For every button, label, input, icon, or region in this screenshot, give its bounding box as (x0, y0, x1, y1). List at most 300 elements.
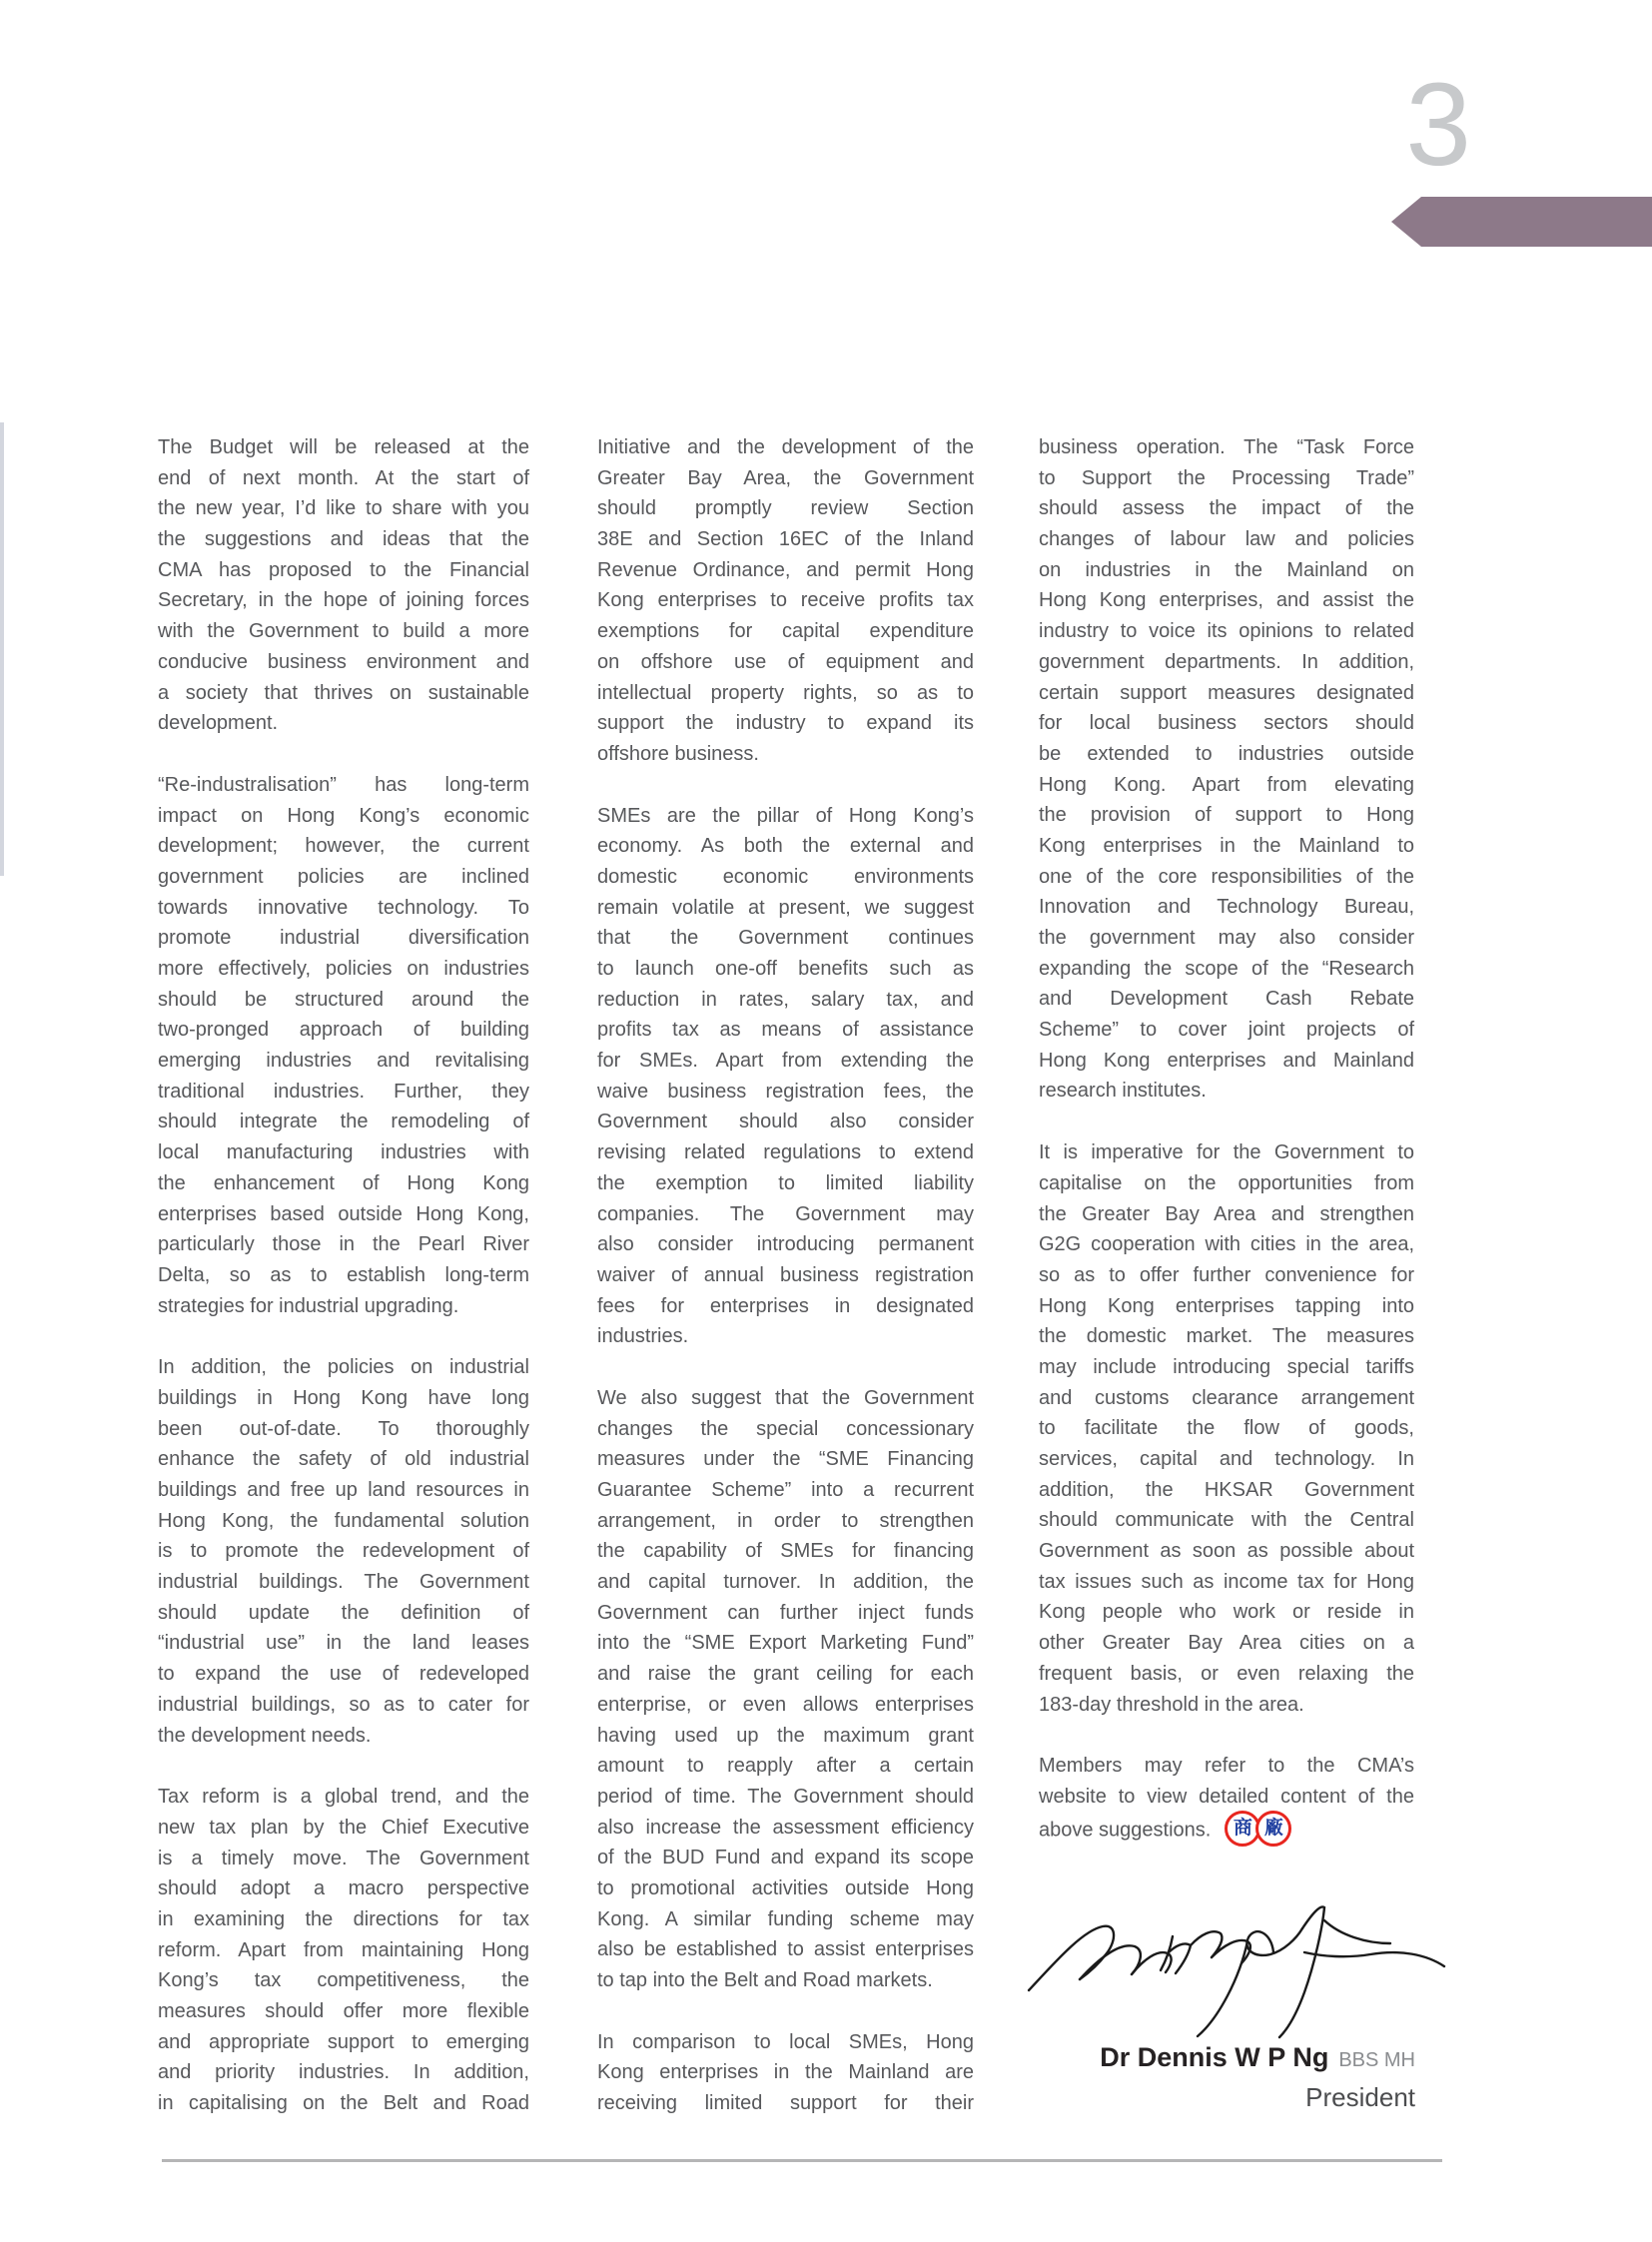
text-line (597, 1506, 974, 1537)
text-line-content: strategies for industrial upgrading. (158, 1294, 459, 1317)
text-line-content: Government should also consider (597, 1111, 974, 1133)
text-line-content: to launch one-off benefits such as (597, 958, 974, 980)
text-line (1039, 770, 1414, 801)
text-line (1039, 1444, 1414, 1475)
text-line (597, 1168, 974, 1199)
text-line-content: the provision of support to Hong (1039, 804, 1414, 827)
text-line-content: industries. (597, 1325, 689, 1348)
text-line (158, 1199, 529, 1230)
text-line-content: is to promote the redevelopment of (158, 1540, 529, 1563)
text-line (597, 1137, 974, 1168)
text-line-content: Secretary, in the hope of joining forces (158, 589, 529, 612)
text-line-content: Guarantee Scheme” into a recurrent (597, 1479, 974, 1501)
text-line-content: G2G cooperation with cities in the area, (1039, 1233, 1414, 1256)
text-line (597, 524, 974, 555)
text-line (158, 1536, 529, 1567)
text-line (597, 1475, 974, 1506)
text-line-content: may include introducing special tariffs (1039, 1355, 1414, 1378)
text-line-content: to Support the Processing Trade” (1039, 466, 1414, 489)
text-line-content: to expand the use of redeveloped (158, 1663, 529, 1686)
text-line (158, 2057, 529, 2088)
text-line-content: should assess the impact of the (1039, 497, 1414, 520)
text-line-content: be extended to industries outside (1039, 742, 1414, 765)
text-line-content: development; however, the current (158, 835, 529, 858)
paragraph (1039, 1751, 1414, 1843)
text-line (1039, 1475, 1414, 1506)
text-line (1039, 1229, 1414, 1260)
text-line (1039, 1751, 1414, 1782)
text-line (158, 770, 529, 801)
text-line-content: of the BUD Fund and expand its scope (597, 1847, 974, 1869)
text-line (158, 1077, 529, 1108)
text-line (158, 1598, 529, 1629)
text-line (158, 1721, 529, 1752)
text-line-content: should integrate the remodeling of (158, 1111, 529, 1133)
text-line (1039, 1260, 1414, 1291)
text-line (597, 923, 974, 954)
text-line (1039, 1782, 1414, 1813)
text-line-content: Kong’s tax competitiveness, the (158, 1969, 529, 1992)
text-line-content: buildings in Hong Kong have long (158, 1386, 529, 1409)
text-line-content: Kong enterprises to receive profits tax (597, 589, 974, 612)
text-line (158, 1229, 529, 1260)
text-line (1039, 923, 1414, 954)
text-line-content: one of the core responsibilities of the (1039, 865, 1414, 888)
text-line (597, 1444, 974, 1475)
text-line (1039, 1199, 1414, 1230)
text-line-content: the new year, I’d like to share with you (158, 497, 529, 520)
text-line (597, 555, 974, 586)
text-line-content: new tax plan by the Chief Executive (158, 1816, 529, 1839)
text-line (1039, 1628, 1414, 1659)
text-line (597, 1536, 974, 1567)
text-line (597, 1782, 974, 1813)
text-line-content: impact on Hong Kong’s economic (158, 804, 529, 827)
text-line (1039, 1137, 1414, 1168)
signatory-block (1100, 2042, 1415, 2113)
text-line-content: to tap into the Belt and Road markets. (597, 1969, 933, 1991)
text-line-content: fees for enterprises in designated (597, 1294, 974, 1317)
text-line (597, 1659, 974, 1690)
text-line-content: services, capital and technology. In (1039, 1448, 1414, 1470)
paragraph (158, 1352, 529, 1751)
text-line-content: business operation. The “Task Force (1039, 436, 1414, 458)
text-line-content: should be structured around the (158, 988, 529, 1011)
text-line-content: and capital turnover. In addition, the (597, 1571, 974, 1594)
text-line (158, 1904, 529, 1935)
text-line (597, 678, 974, 709)
text-line (597, 801, 974, 832)
text-line-content: expanding the scope of the “Research (1039, 957, 1414, 980)
paragraph (597, 2027, 974, 2119)
text-line (1039, 463, 1414, 494)
text-line-content: is a timely move. The Government (158, 1847, 529, 1869)
text-line-content: Hong Kong enterprises tapping into (1039, 1294, 1414, 1317)
text-column-3 (1039, 432, 1414, 1843)
signature-image (1021, 1890, 1450, 2040)
text-line-content: arrangement, in order to strengthen (597, 1509, 974, 1532)
paragraph (597, 801, 974, 1352)
text-line (158, 463, 529, 494)
text-line (158, 1782, 529, 1813)
left-accent-rule (0, 422, 4, 876)
text-line (597, 1015, 974, 1046)
text-line-content: and Development Cash Rebate (1039, 988, 1414, 1011)
text-line (1039, 1168, 1414, 1199)
page-number: 3 (1405, 59, 1471, 191)
text-line (597, 1229, 974, 1260)
text-line-content: Hong Kong enterprises and Mainland (1039, 1049, 1414, 1072)
text-line (597, 1873, 974, 1904)
text-line (1039, 708, 1414, 739)
text-line-content: development. (158, 712, 279, 735)
text-line-content: waiver of annual business registration (597, 1263, 974, 1286)
text-line (158, 1015, 529, 1046)
text-line-content: and customs clearance arrangement (1039, 1386, 1414, 1409)
text-line (1039, 1659, 1414, 1690)
text-line (158, 923, 529, 954)
text-line-content: the enhancement of Hong Kong (158, 1171, 529, 1194)
text-line (1039, 1690, 1414, 1721)
text-line (158, 1260, 529, 1291)
text-line (1039, 1015, 1414, 1046)
text-line-content: government policies are inclined (158, 865, 529, 888)
text-line-content: buildings and free up land resources in (158, 1479, 529, 1501)
text-line-content: particularly those in the Pearl River (158, 1233, 529, 1256)
text-line (158, 801, 529, 832)
text-line-content: been out-of-date. To thoroughly (158, 1417, 529, 1440)
text-line (597, 1628, 974, 1659)
paragraph (158, 432, 529, 739)
text-line-content: companies. The Government may (597, 1202, 974, 1225)
text-line-content: in examining the directions for tax (158, 1907, 529, 1930)
text-line-content: also increase the assessment efficiency (597, 1816, 974, 1839)
text-line (158, 1935, 529, 1966)
text-line-content: profits tax as means of assistance (597, 1019, 974, 1042)
text-line-content: research institutes. (1039, 1080, 1207, 1103)
text-line (158, 555, 529, 586)
text-line-content: Kong enterprises in the Mainland are (597, 2061, 974, 2084)
text-line-content: and appropriate support to emerging (158, 2030, 529, 2053)
text-line-content: the development needs. (158, 1724, 372, 1747)
text-line-content: should communicate with the Central (1039, 1509, 1414, 1532)
text-line (597, 1046, 974, 1077)
text-line (1039, 954, 1414, 985)
text-line-content: measures should offer more flexible (158, 2000, 529, 2022)
text-line-content: support the industry to expand its (597, 712, 974, 735)
text-line-content: end of next month. At the start of (158, 466, 529, 489)
text-line (1039, 1352, 1414, 1383)
text-line-content: addition, the HKSAR Government (1039, 1478, 1414, 1501)
signatory-name-line (1100, 2042, 1415, 2073)
text-line (1039, 1291, 1414, 1322)
signatory-name: Dr Dennis W P Ng (1100, 2042, 1329, 2072)
text-line-content: should adopt a macro perspective (158, 1877, 529, 1900)
text-line-content: the domestic market. The measures (1039, 1325, 1414, 1348)
text-line-content: Hong Kong enterprises, and assist the (1039, 589, 1414, 612)
text-line-content: Delta, so as to establish long-term (158, 1263, 529, 1286)
text-line (1039, 1076, 1414, 1107)
text-line (597, 1077, 974, 1108)
text-line (597, 831, 974, 862)
text-line (597, 1291, 974, 1322)
text-line (1039, 739, 1414, 770)
text-line-content: on industries in the Mainland on (1039, 558, 1414, 581)
text-line (597, 1751, 974, 1782)
text-line-content: government departments. In addition, (1039, 650, 1414, 673)
text-line-content: and raise the grant ceiling for each (597, 1663, 974, 1686)
text-line-content: changes of labour law and policies (1039, 528, 1414, 551)
text-line (597, 1965, 974, 1996)
text-line-content: “industrial use” in the land leases (158, 1632, 529, 1655)
text-line-content: Hong Kong. Apart from elevating (1039, 773, 1414, 796)
paragraph (158, 1782, 529, 2119)
text-line (1039, 493, 1414, 524)
text-line (597, 1321, 974, 1352)
signatory-honors: BBS MH (1338, 2049, 1415, 2071)
text-line-content: having used up the maximum grant (597, 1724, 974, 1747)
text-line-content: frequent basis, or even relaxing the (1039, 1662, 1414, 1685)
text-line (158, 1352, 529, 1383)
text-line-content: industrial buildings, so as to cater for (158, 1693, 529, 1716)
text-line (158, 585, 529, 616)
text-line (158, 678, 529, 709)
text-line-content: into the “SME Export Marketing Fund” (597, 1632, 974, 1655)
text-line-content: above suggestions. (1039, 1818, 1212, 1841)
text-line-content: more effectively, policies on industries (158, 958, 529, 980)
text-line (597, 739, 974, 770)
text-line (597, 862, 974, 893)
text-line-content: the Greater Bay Area and strengthen (1039, 1202, 1414, 1225)
text-line-content: certain support measures designated (1039, 681, 1414, 704)
text-line (158, 1965, 529, 1996)
text-line-content: period of time. The Government should (597, 1785, 974, 1808)
text-line (597, 2027, 974, 2058)
text-line (158, 1137, 529, 1168)
text-line-content: Kong people who work or reside in (1039, 1601, 1414, 1624)
text-line-content: for local business sectors should (1039, 712, 1414, 735)
text-line (158, 862, 529, 893)
left-arrow-banner (1391, 197, 1652, 247)
text-column-2 (597, 432, 974, 2119)
text-line-content: to promotional activities outside Hong (597, 1876, 974, 1899)
text-line-content: changes the special concessionary (597, 1417, 974, 1440)
text-line-content: Kong. A similar funding scheme may (597, 1907, 974, 1930)
text-line (158, 1046, 529, 1077)
text-line (158, 954, 529, 985)
text-line (1039, 1413, 1414, 1444)
text-line (158, 1107, 529, 1137)
text-line-content: industry to voice its opinions to related (1039, 620, 1414, 643)
text-column-1 (158, 432, 529, 2119)
text-line (158, 893, 529, 924)
text-line-content: towards innovative technology. To (158, 896, 529, 919)
text-line-content: Hong Kong, the fundamental solution (158, 1509, 529, 1532)
text-line-content: CMA has proposed to the Financial (158, 558, 529, 581)
text-line-content: Members may refer to the CMA’s (1039, 1755, 1414, 1778)
text-line-content: promote industrial diversification (158, 927, 529, 950)
text-line-content: capitalise on the opportunities from (1039, 1171, 1414, 1194)
text-line (597, 1843, 974, 1873)
seal-char: 廠 (1255, 1811, 1291, 1847)
text-line (1039, 1567, 1414, 1598)
paragraph (158, 770, 529, 1321)
text-line-content: two-pronged approach of building (158, 1019, 529, 1042)
text-line (1039, 1597, 1414, 1628)
text-line (597, 1107, 974, 1137)
text-line (158, 616, 529, 647)
text-line-content: in capitalising on the Belt and Road (158, 2092, 529, 2115)
text-line-content: offshore business. (597, 742, 759, 765)
text-line (1039, 647, 1414, 678)
text-line (158, 1383, 529, 1414)
paragraph (597, 1383, 974, 1996)
text-line-content: and priority industries. In addition, (158, 2061, 529, 2084)
text-line (158, 1414, 529, 1445)
text-line-content: measures under the “SME Financing (597, 1448, 974, 1471)
text-line-content: industrial buildings. The Government (158, 1571, 529, 1594)
text-line (158, 1996, 529, 2027)
text-line (158, 1291, 529, 1322)
text-line (597, 954, 974, 985)
text-line-content: 38E and Section 16EC of the Inland (597, 528, 974, 551)
text-line-content: Kong enterprises in the Mainland to (1039, 834, 1414, 857)
text-line (1039, 585, 1414, 616)
text-line-content: remain volatile at present, we suggest (597, 896, 974, 919)
text-line (597, 2088, 974, 2119)
text-line-content: SMEs are the pillar of Hong Kong’s (597, 804, 974, 827)
bottom-rule (162, 2159, 1442, 2162)
text-line (1039, 1383, 1414, 1414)
text-line (158, 493, 529, 524)
text-line-content: enterprises based outside Hong Kong, (158, 1202, 529, 1225)
text-line (597, 616, 974, 647)
text-line-content: reduction in rates, salary tax, and (597, 988, 974, 1011)
text-line-content: enterprise, or even allows enterprises (597, 1693, 974, 1716)
text-line-content: traditional industries. Further, they (158, 1080, 529, 1103)
paragraph (1039, 432, 1414, 1107)
text-line-content: “Re-industralisation” has long-term (158, 773, 529, 796)
text-line (158, 1168, 529, 1199)
text-line (597, 1690, 974, 1721)
text-line-content: Innovation and Technology Bureau, (1039, 896, 1414, 919)
text-line-content: enhance the safety of old industrial (158, 1448, 529, 1471)
text-line (1039, 862, 1414, 893)
text-line (1039, 616, 1414, 647)
text-line (158, 1690, 529, 1721)
text-line (158, 985, 529, 1016)
text-line-content: The Budget will be released at the (158, 436, 529, 458)
text-line-content: In comparison to local SMEs, Hong (597, 2030, 974, 2053)
seal-char: 商 (1225, 1811, 1260, 1847)
text-line (597, 1199, 974, 1230)
text-line-content: to facilitate the flow of goods, (1039, 1417, 1414, 1440)
text-line (1039, 524, 1414, 555)
text-line (158, 1628, 529, 1659)
text-line-content: We also suggest that the Government (597, 1386, 974, 1409)
text-line (597, 893, 974, 924)
text-line (158, 708, 529, 739)
text-line (158, 2027, 529, 2058)
text-line-content: local manufacturing industries with (158, 1141, 529, 1164)
text-line (597, 463, 974, 494)
text-line-content: so as to offer further convenience for (1039, 1263, 1414, 1286)
text-line-content: Initiative and the development of the (597, 436, 974, 458)
text-line-content: reform. Apart from maintaining Hong (158, 1938, 529, 1961)
text-line-content: that the Government continues (597, 927, 974, 950)
text-line (1039, 555, 1414, 586)
text-line-content: other Greater Bay Area cities on a (1039, 1632, 1414, 1655)
text-line (597, 1414, 974, 1445)
text-line-content: amount to reapply after a certain (597, 1755, 974, 1778)
text-line (1039, 984, 1414, 1015)
text-line (597, 585, 974, 616)
text-line-content: intellectual property rights, so as to (597, 681, 974, 704)
text-line-content: a society that thrives on sustainable (158, 681, 529, 704)
text-line-content: Scheme” to cover joint projects of (1039, 1019, 1414, 1042)
text-line-content: should promptly review Section (597, 497, 974, 520)
text-line-content: Revenue Ordinance, and permit Hong (597, 558, 974, 581)
text-line (1039, 1536, 1414, 1567)
text-line (1039, 800, 1414, 831)
text-line-content: with the Government to build a more (158, 620, 529, 643)
text-line (158, 831, 529, 862)
text-line (1039, 892, 1414, 923)
text-line-content: revising related regulations to extend (597, 1141, 974, 1164)
text-line-content: waive business registration fees, the (597, 1080, 974, 1103)
text-line-content: on offshore use of equipment and (597, 650, 974, 673)
text-line-content: Tax reform is a global trend, and the (158, 1786, 529, 1809)
text-line (1039, 1321, 1414, 1352)
text-line (158, 1873, 529, 1904)
text-line-content: domestic economic environments (597, 865, 974, 888)
text-line (597, 2057, 974, 2088)
text-line (597, 708, 974, 739)
text-line (158, 2088, 529, 2119)
text-line-content: Greater Bay Area, the Government (597, 466, 974, 489)
text-line (597, 1567, 974, 1598)
text-line (597, 1260, 974, 1291)
text-line-content: conducive business environment and (158, 650, 529, 673)
text-line-content: economy. As both the external and (597, 835, 974, 858)
text-line (597, 1813, 974, 1844)
text-line-content: receiving limited support for their (597, 2092, 974, 2115)
text-line-content: Government can further inject funds (597, 1601, 974, 1624)
text-line-content: the suggestions and ideas that the (158, 528, 529, 551)
text-line-content: the government may also consider (1039, 927, 1414, 949)
text-line (597, 1721, 974, 1752)
text-line (158, 1567, 529, 1598)
text-line (158, 1475, 529, 1506)
text-line (597, 493, 974, 524)
text-line (597, 1904, 974, 1935)
paragraph (1039, 1137, 1414, 1720)
text-line-content: emerging industries and revitalising (158, 1050, 529, 1073)
text-line-content: for SMEs. Apart from extending the (597, 1050, 974, 1073)
text-line-content: the capability of SMEs for financing (597, 1540, 974, 1563)
text-line (597, 985, 974, 1016)
text-line-content: It is imperative for the Government to (1039, 1141, 1414, 1164)
text-line (158, 1813, 529, 1844)
text-line (158, 647, 529, 678)
text-line-content: also consider introducing permanent (597, 1233, 974, 1256)
text-line (158, 1444, 529, 1475)
text-line (597, 647, 974, 678)
text-line-content: tax issues such as income tax for Hong (1039, 1570, 1414, 1593)
text-line-content: should update the definition of (158, 1601, 529, 1624)
paragraph (597, 432, 974, 770)
text-line (158, 524, 529, 555)
